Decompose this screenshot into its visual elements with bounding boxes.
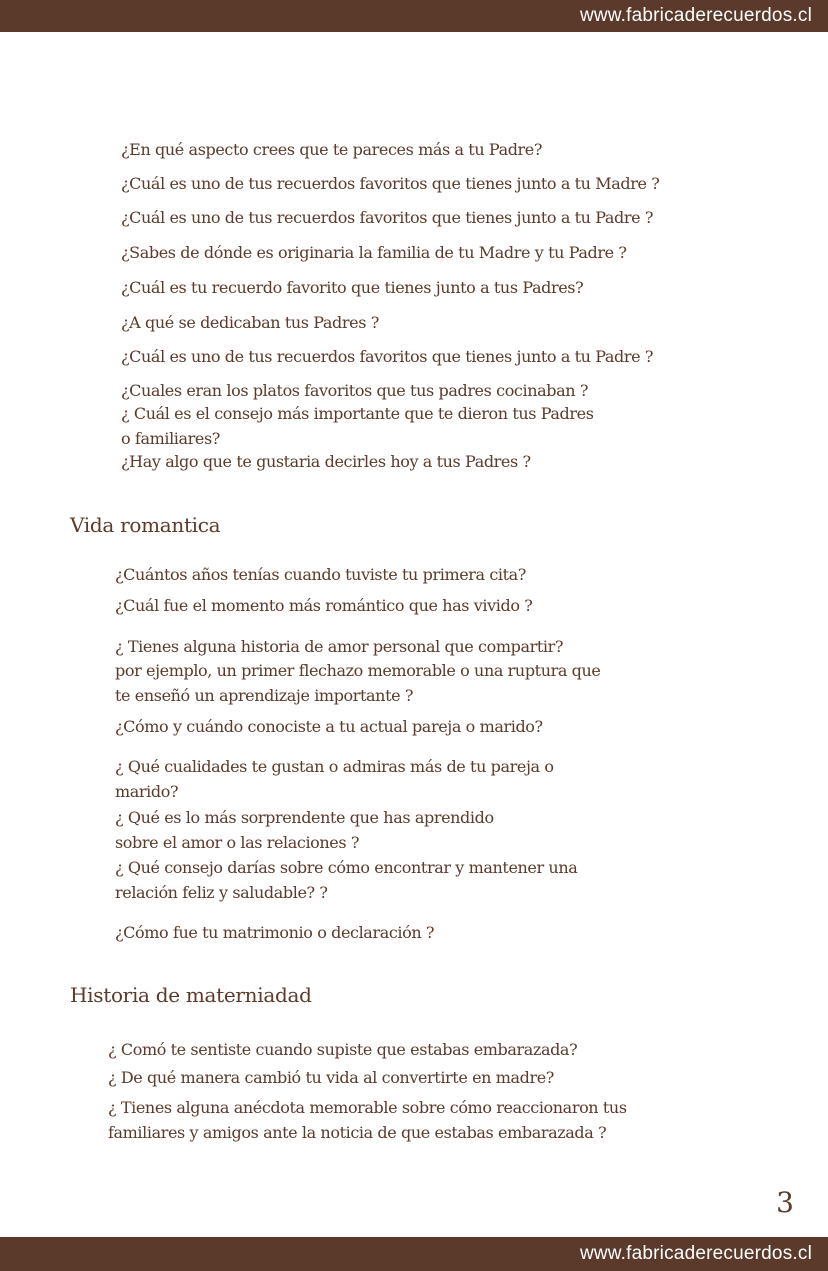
question-line: ¿A qué se dedicaban tus Padres ? xyxy=(121,313,379,332)
question-line: ¿Cuál es uno de tus recuerdos favoritos que tienes junto a tu Madre ? xyxy=(121,174,660,193)
question-line: ¿ Tienes alguna anécdota memorable sobre cómo reaccionaron tus xyxy=(108,1098,627,1117)
question-line: ¿Cómo y cuándo conociste a tu actual pareja o marido? xyxy=(115,717,543,736)
question-line: ¿Sabes de dónde es originaria la familia de tu Madre y tu Padre ? xyxy=(121,243,627,262)
question-line: ¿ Qué cualidades te gustan o admiras más de tu pareja o xyxy=(115,757,554,776)
question-line: por ejemplo, un primer flechazo memorable o una ruptura que xyxy=(115,661,601,680)
question-line: familiares y amigos ante la noticia de que estabas embarazada ? xyxy=(108,1123,607,1142)
question-line: sobre el amor o las relaciones ? xyxy=(115,833,360,852)
question-line: ¿Cuales eran los platos favoritos que tus padres cocinaban ? xyxy=(121,381,588,400)
question-line: ¿ Tienes alguna historia de amor personal que compartir? xyxy=(115,637,564,656)
section-title-romance: Vida romantica xyxy=(70,513,221,537)
question-line: ¿ De qué manera cambió tu vida al convertirte en madre? xyxy=(108,1068,554,1087)
question-line: ¿Cuál es uno de tus recuerdos favoritos que tienes junto a tu Padre ? xyxy=(121,208,654,227)
footer-bar xyxy=(0,1237,828,1271)
question-line: te enseñó un aprendizaje importante ? xyxy=(115,686,414,705)
question-line: ¿En qué aspecto crees que te pareces más a tu Padre? xyxy=(121,140,543,159)
section-title-maternity: Historia de materniadad xyxy=(70,983,312,1007)
header-bar xyxy=(0,0,828,32)
question-line: ¿ Qué consejo darías sobre cómo encontrar y mantener una xyxy=(115,858,578,877)
question-line: marido? xyxy=(115,782,179,801)
question-line: ¿Cuál es tu recuerdo favorito que tienes junto a tus Padres? xyxy=(121,278,584,297)
question-line: ¿Cómo fue tu matrimonio o declaración ? xyxy=(115,923,435,942)
question-line: ¿Cuántos años tenías cuando tuviste tu primera cita? xyxy=(115,565,526,584)
page-number: 3 xyxy=(776,1186,794,1219)
footer-url[interactable]: www.fabricaderecuerdos.cl xyxy=(579,1243,812,1264)
question-line: ¿Cuál es uno de tus recuerdos favoritos que tienes junto a tu Padre ? xyxy=(121,347,654,366)
question-line: ¿Hay algo que te gustaria decirles hoy a tus Padres ? xyxy=(121,452,531,471)
question-line: ¿Cuál fue el momento más romántico que has vivido ? xyxy=(115,596,533,615)
question-line: o familiares? xyxy=(121,429,220,448)
question-line: ¿ Cuál es el consejo más importante que te dieron tus Padres xyxy=(121,404,594,423)
question-line: ¿ Qué es lo más sorprendente que has aprendido xyxy=(115,808,494,827)
header-url[interactable]: www.fabricaderecuerdos.cl xyxy=(579,5,812,26)
question-line: ¿ Comó te sentiste cuando supiste que estabas embarazada? xyxy=(108,1040,578,1059)
question-line: relación feliz y saludable? ? xyxy=(115,883,328,902)
